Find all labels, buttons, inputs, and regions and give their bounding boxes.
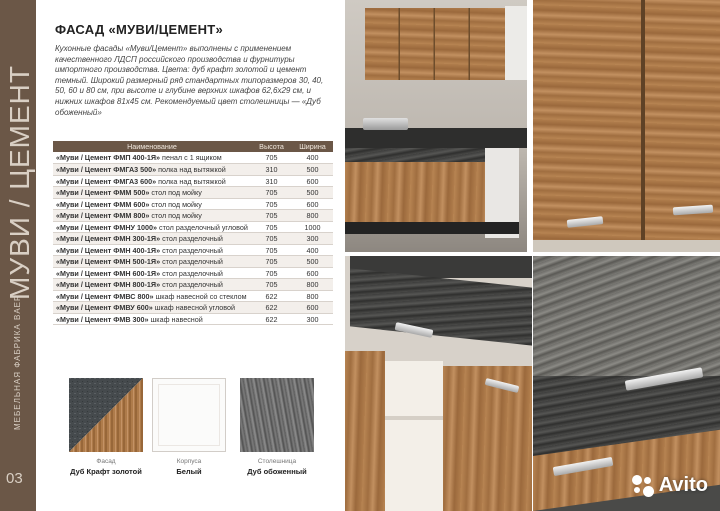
- item-name: «Муви / Цемент ФМП 400-1Я» пенал с 1 ящиком: [53, 152, 251, 164]
- col-height: Высота: [251, 141, 292, 152]
- item-height: 705: [251, 244, 292, 256]
- item-height: 705: [251, 198, 292, 210]
- upper-cabinet-photo: [533, 0, 720, 252]
- table-row: [53, 267, 333, 279]
- drawer-detail-photo: [533, 256, 720, 511]
- brand-label: МЕБЕЛЬНАЯ ФАБРИКА BAER: [13, 294, 22, 430]
- table-row: [53, 175, 333, 187]
- item-name: «Муви / Цемент ФМВУ 600» шкаф навесной угловой: [53, 302, 251, 314]
- item-name: «Муви / Цемент ФМВС 800» шкаф навесной со стеклом: [53, 290, 251, 302]
- item-name: «Муви / Цемент ФМНУ 1000» стол разделочный угловой: [53, 221, 251, 233]
- table-row: [53, 279, 333, 291]
- item-name: «Муви / Цемент ФММ 800» стол под мойку: [53, 210, 251, 222]
- table-row: [53, 290, 333, 302]
- side-band: [0, 0, 36, 511]
- item-name: «Муви / Цемент ФМН 500-1Я» стол разделочный: [53, 256, 251, 268]
- swatch-label-worktop: Столешница Дуб обоженный: [247, 458, 307, 476]
- col-name: Наименование: [53, 141, 251, 152]
- table-row: [53, 210, 333, 222]
- table-row: [53, 313, 333, 325]
- spec-table: [53, 141, 333, 325]
- item-height: 705: [251, 233, 292, 245]
- white-swatch: [152, 378, 226, 452]
- item-name: «Муви / Цемент ФММ 500» стол под мойку: [53, 187, 251, 199]
- table-row: [53, 221, 333, 233]
- table-row: [53, 244, 333, 256]
- table-row: [53, 256, 333, 268]
- page-number: 03: [6, 470, 23, 487]
- table-row: [53, 198, 333, 210]
- item-height: 310: [251, 164, 292, 176]
- swatch-label-facade: Фасад Дуб Крафт золотой: [70, 458, 142, 476]
- col-width: Ширина: [292, 141, 333, 152]
- item-name: «Муви / Цемент ФМН 300-1Я» стол разделочный: [53, 233, 251, 245]
- item-width: 800: [292, 210, 333, 222]
- item-width: 500: [292, 256, 333, 268]
- item-height: 705: [251, 279, 292, 291]
- item-height: 705: [251, 221, 292, 233]
- item-name: «Муви / Цемент ФМН 600-1Я» стол разделочный: [53, 267, 251, 279]
- item-height: 622: [251, 290, 292, 302]
- item-height: 705: [251, 152, 292, 164]
- swatch-label-body: Корпуса Белый: [176, 458, 202, 476]
- avito-logo-icon: [632, 475, 654, 497]
- item-width: 800: [292, 290, 333, 302]
- item-name: «Муви / Цемент ФМН 400-1Я» стол разделочный: [53, 244, 251, 256]
- item-width: 300: [292, 313, 333, 325]
- item-height: 705: [251, 256, 292, 268]
- table-row: [53, 152, 333, 164]
- table-header: [53, 141, 333, 152]
- kitchen-photo: [345, 0, 527, 252]
- wood-cement-swatch: [69, 378, 143, 452]
- avito-watermark: Avito: [632, 474, 708, 497]
- open-cabinet-photo: [345, 256, 532, 511]
- item-name: «Муви / Цемент ФМВ 300» шкаф навесной: [53, 313, 251, 325]
- burnt-oak-swatch: [240, 378, 314, 452]
- item-width: 800: [292, 279, 333, 291]
- item-height: 705: [251, 187, 292, 199]
- item-width: 400: [292, 152, 333, 164]
- item-height: 705: [251, 267, 292, 279]
- table-row: [53, 187, 333, 199]
- item-name: «Муви / Цемент ФМГА3 500» полка над вытяжкой: [53, 164, 251, 176]
- item-height: 622: [251, 302, 292, 314]
- item-width: 600: [292, 175, 333, 187]
- item-width: 600: [292, 267, 333, 279]
- item-width: 600: [292, 302, 333, 314]
- item-name: «Муви / Цемент ФМГА3 600» полка над вытяжкой: [53, 175, 251, 187]
- item-width: 300: [292, 233, 333, 245]
- table-row: [53, 233, 333, 245]
- item-name: «Муви / Цемент ФММ 600» стол под мойку: [53, 198, 251, 210]
- description: Кухонные фасады «Муви/Цемент» выполнены с применением качественного ЛДСП российского производства и фурнитуры импортного производства. Цвета: дуб крафт золотой и цемент темный. Широкий размерный ряд стандартных типоразмеров 30, 40, 50, 60 и 80 см, при высоте и глубине верхних шкафов 62,6х29 см, и нижних шкафов 81х45 см. Рекомендуемый цвет столешницы — «Дуб обоженный»: [55, 44, 324, 117]
- item-width: 500: [292, 164, 333, 176]
- table-row: [53, 164, 333, 176]
- item-height: 622: [251, 313, 292, 325]
- item-width: 600: [292, 198, 333, 210]
- vertical-title: МУВИ / ЦЕМЕНТ: [4, 65, 35, 300]
- item-width: 500: [292, 187, 333, 199]
- item-name: «Муви / Цемент ФМН 800-1Я» стол разделочный: [53, 279, 251, 291]
- item-width: 400: [292, 244, 333, 256]
- item-height: 705: [251, 210, 292, 222]
- item-height: 310: [251, 175, 292, 187]
- table-row: [53, 302, 333, 314]
- page-title: ФАСАД «МУВИ/ЦЕМЕНТ»: [55, 22, 224, 37]
- item-width: 1000: [292, 221, 333, 233]
